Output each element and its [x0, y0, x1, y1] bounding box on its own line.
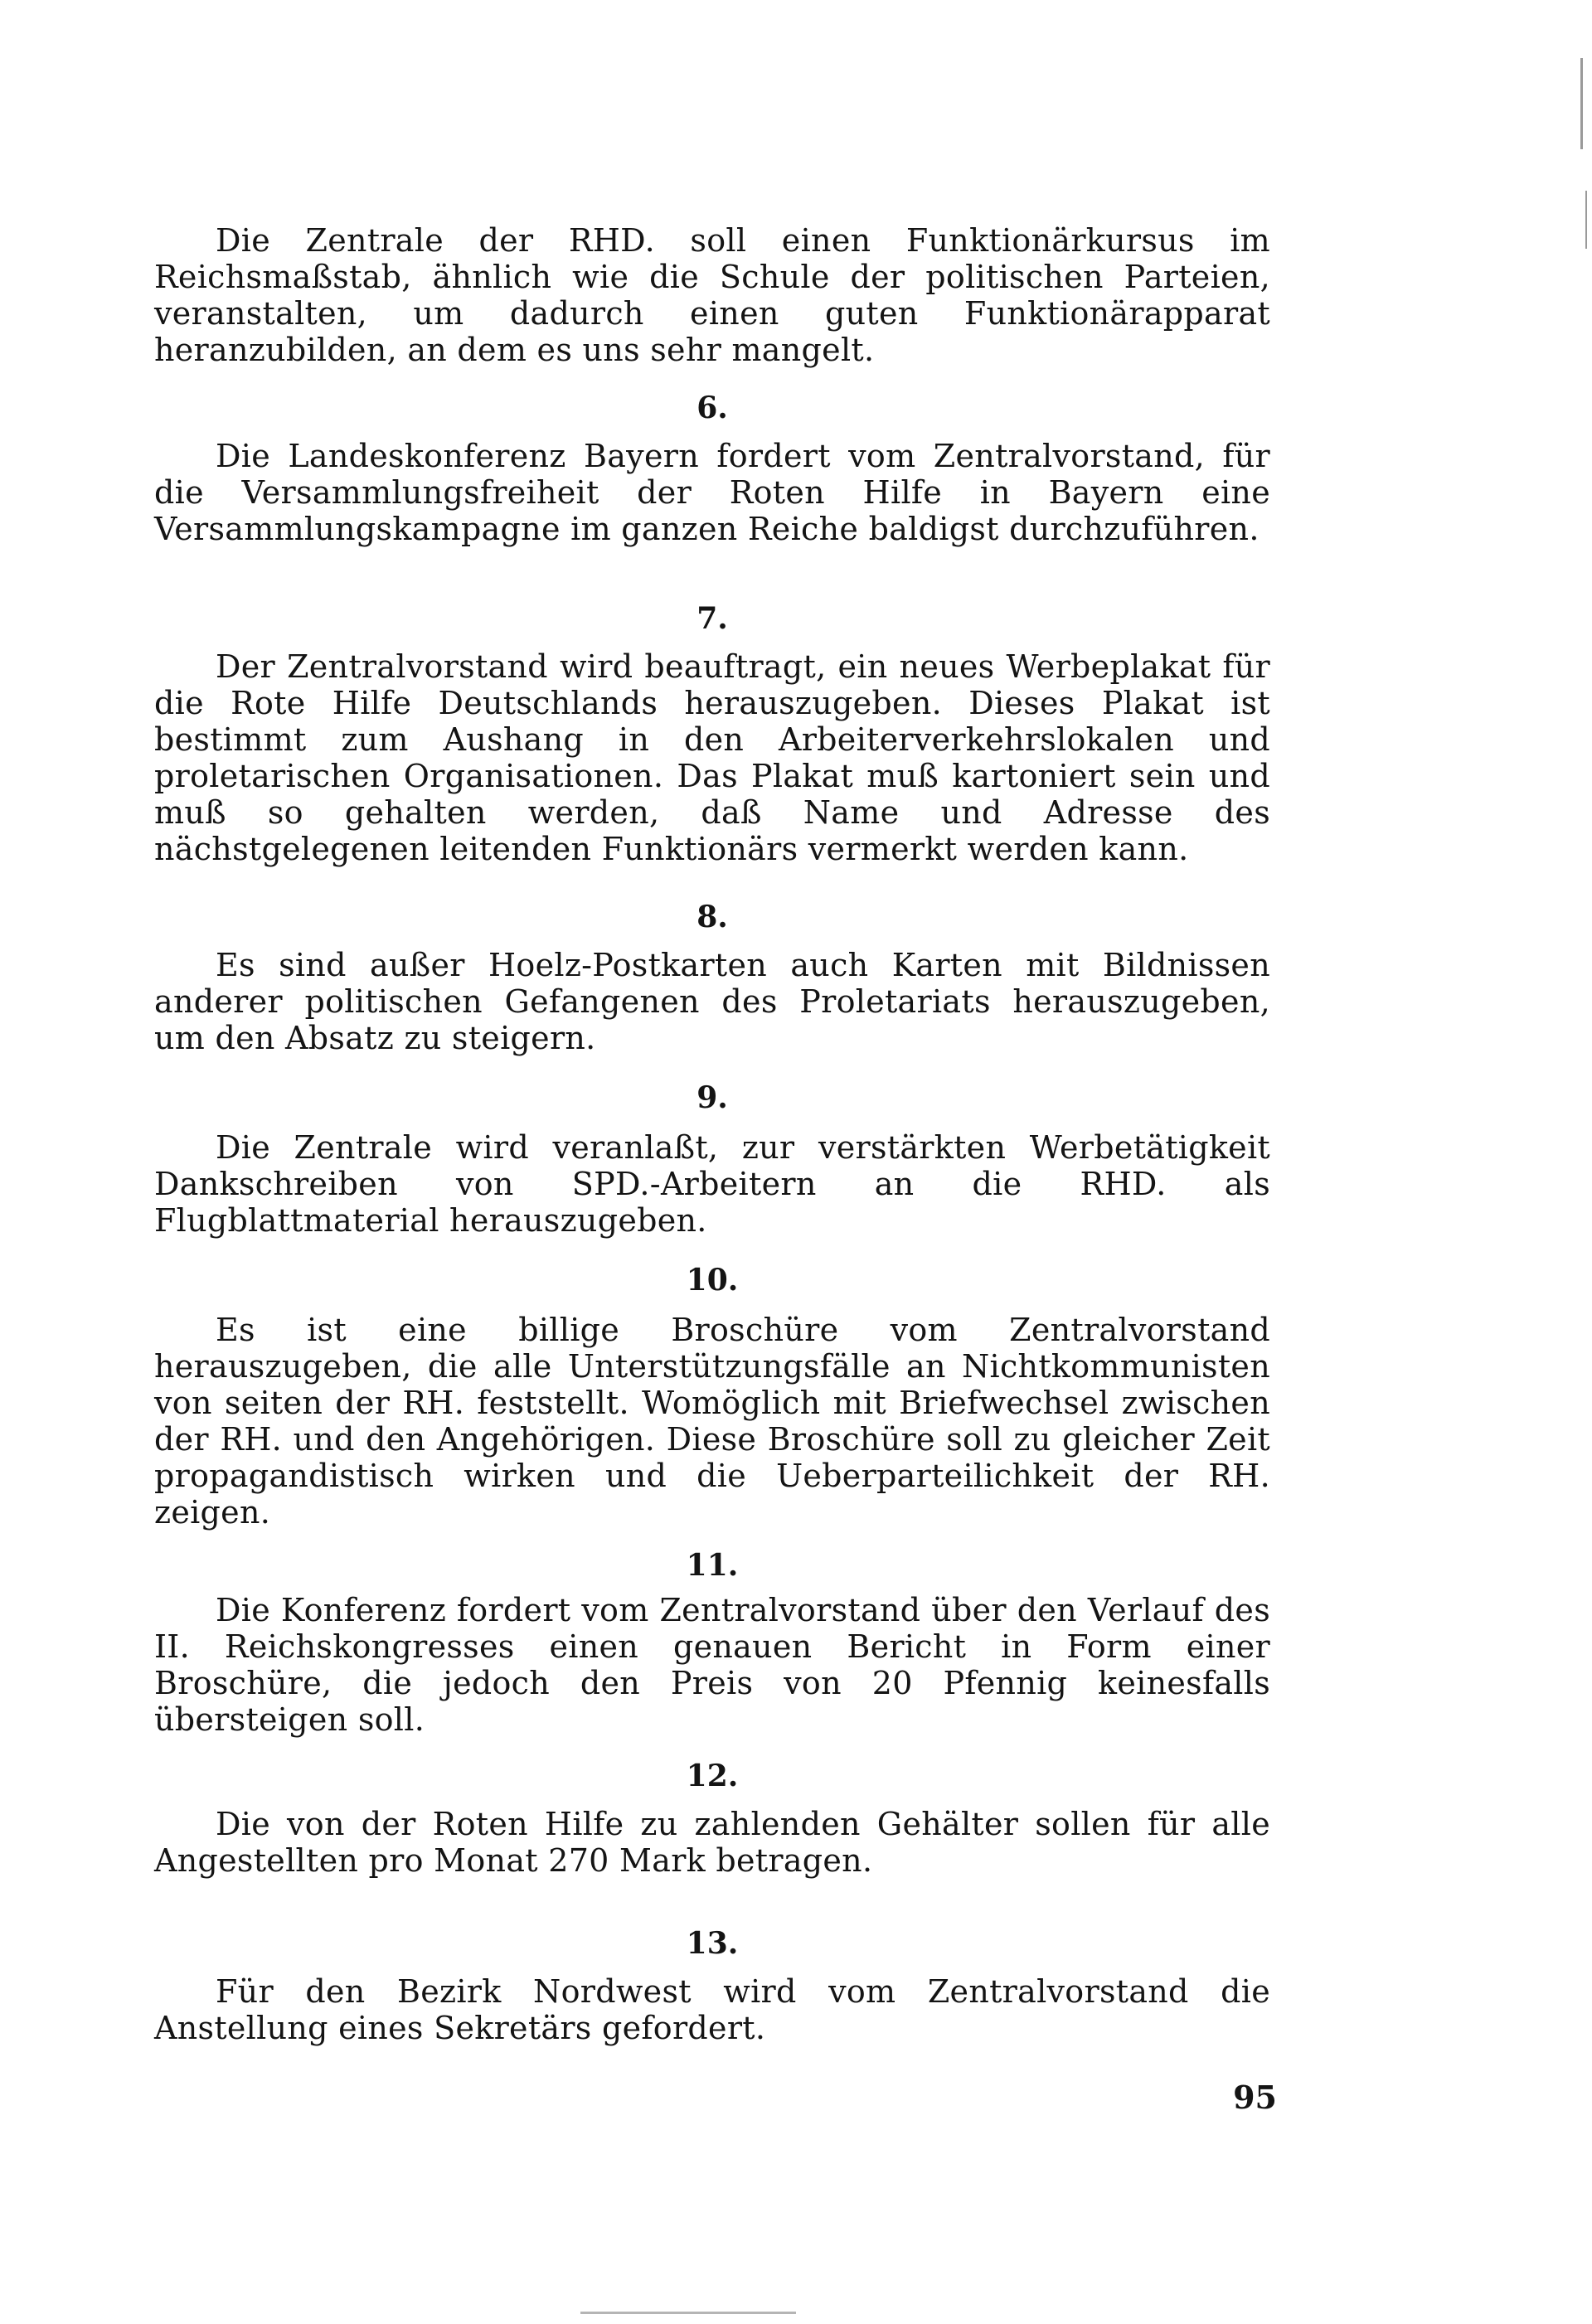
paragraph-6: Die Landeskonferenz Bayern fordert vom Zentralvorstand, für die Versammlungsfreiheit der Roten Hilfe in Bayern eine Versammlungskampagne im ganzen Reiche baldigst durchzuführen.	[154, 438, 1270, 547]
section-number-6: 6.	[696, 391, 728, 425]
scan-edge-mark	[1580, 58, 1583, 149]
paragraph-8: Es sind außer Hoelz-Postkarten auch Karten mit Bildnissen anderer politischen Gefangenen des Proletariats herauszugeben, um den Absatz zu steigern.	[154, 947, 1270, 1056]
paragraph-11: Die Konferenz fordert vom Zentralvorstand über den Verlauf des II. Reichskongresses einen genauen Bericht in Form einer Broschüre, die jedoch den Preis von 20 Pfennig keinesfalls übersteigen soll.	[154, 1592, 1270, 1738]
scan-edge-mark	[1585, 191, 1587, 249]
section-number-7: 7.	[696, 601, 728, 636]
section-number-12: 12.	[686, 1759, 739, 1793]
paragraph-7: Der Zentralvorstand wird beauftragt, ein neues Werbeplakat für die Rote Hilfe Deutschlands herauszugeben. Dieses Plakat ist bestimmt zum Aushang in den Arbeiterverkehrslokalen und proletarischen Organisationen. Das Plakat muß kartoniert sein und muß so gehalten werden, daß Name und Adresse des nächstgelegenen leitenden Funktionärs vermerkt werden kann.	[154, 648, 1270, 867]
section-number-11: 11.	[686, 1548, 739, 1583]
paragraph-9: Die Zentrale wird veranlaßt, zur verstärkten Werbetätigkeit Dankschreiben von SPD.-Arbeitern an die RHD. als Flugblattmaterial herauszugeben.	[154, 1129, 1270, 1239]
paragraph-13: Für den Bezirk Nordwest wird vom Zentralvorstand die Anstellung eines Sekretärs gefordert.	[154, 1973, 1270, 2046]
section-number-8: 8.	[696, 900, 728, 934]
paragraph-12: Die von der Roten Hilfe zu zahlenden Gehälter sollen für alle Angestellten pro Monat 270 Mark betragen.	[154, 1806, 1270, 1879]
paragraph-intro: Die Zentrale der RHD. soll einen Funktionärkursus im Reichsmaßstab, ähnlich wie die Schule der politischen Parteien, veranstalten, um dadurch einen guten Funktionärapparat heranzubilden, an dem es uns sehr mangelt.	[154, 222, 1270, 368]
section-number-13: 13.	[686, 1926, 739, 1961]
section-number-10: 10.	[686, 1263, 739, 1298]
scan-bottom-rule	[580, 2312, 796, 2314]
paragraph-10: Es ist eine billige Broschüre vom Zentralvorstand herauszugeben, die alle Unterstützungsfälle an Nichtkommunisten von seiten der RH. feststellt. Womöglich mit Briefwechsel zwischen der RH. und den Angehörigen. Diese Broschüre soll zu gleicher Zeit propagandistisch wirken und die Ueberparteilichkeit der RH. zeigen.	[154, 1312, 1270, 1531]
section-number-9: 9.	[696, 1080, 728, 1115]
page-number: 95	[1233, 2079, 1277, 2116]
